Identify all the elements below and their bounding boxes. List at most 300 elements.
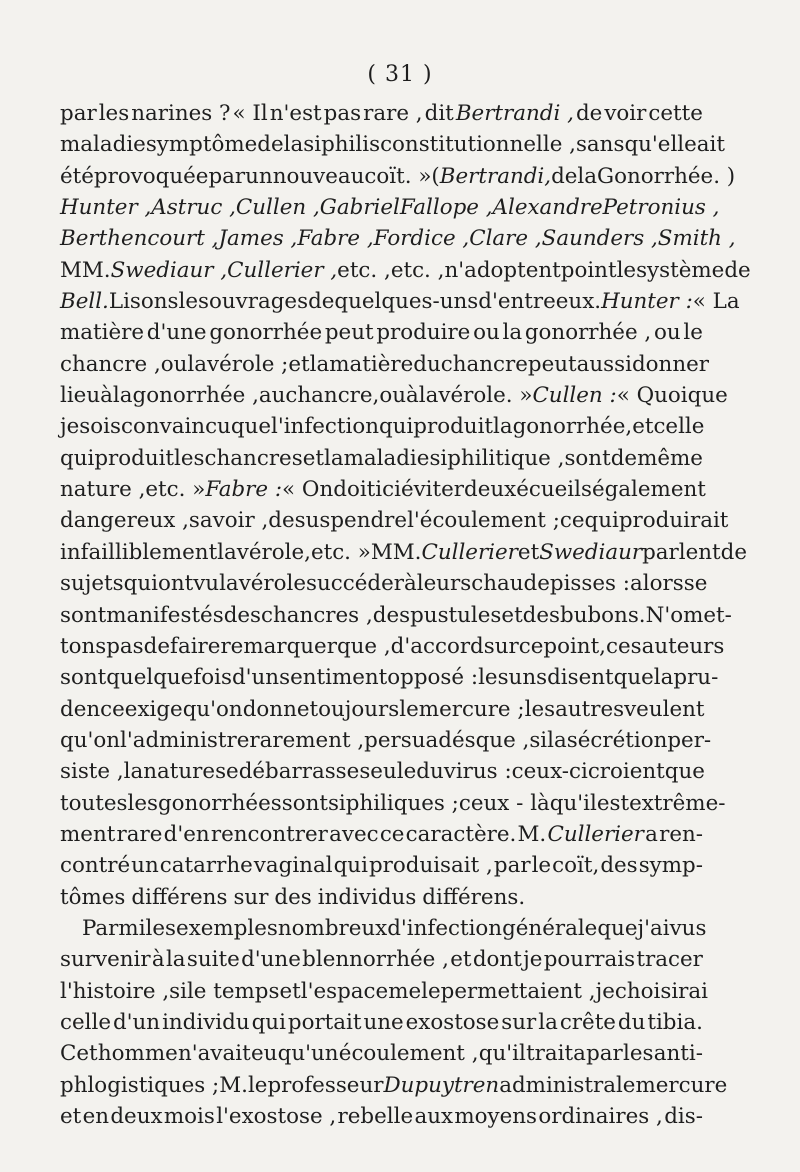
italic-name: Dupuytren bbox=[383, 1072, 500, 1098]
word: d'entre bbox=[478, 289, 556, 315]
word: les bbox=[478, 665, 509, 691]
word: suspendre bbox=[294, 508, 408, 534]
word: siphiliques ; bbox=[327, 790, 459, 816]
text-line bbox=[60, 223, 736, 254]
word: veulent bbox=[624, 696, 705, 722]
word: et bbox=[501, 602, 523, 628]
word: me bbox=[388, 978, 422, 1004]
word: sont bbox=[281, 790, 328, 816]
word: maladie bbox=[343, 445, 430, 471]
word: toujours bbox=[309, 696, 400, 722]
text-line bbox=[60, 411, 703, 442]
word: générale bbox=[502, 915, 598, 941]
word: du bbox=[416, 759, 444, 785]
word: nature bbox=[143, 759, 216, 785]
word: caractère. bbox=[405, 821, 517, 847]
word: mois bbox=[163, 1104, 215, 1129]
word: ou bbox=[653, 320, 681, 346]
word: sont bbox=[564, 445, 611, 471]
word: des bbox=[522, 602, 561, 628]
word: par bbox=[208, 163, 246, 189]
word: sujets bbox=[60, 571, 124, 597]
text-line bbox=[60, 1070, 728, 1101]
word: disent bbox=[547, 665, 614, 691]
word: rarement , bbox=[249, 727, 365, 753]
word: survenir bbox=[60, 947, 151, 973]
word: je bbox=[595, 978, 615, 1004]
word: sont bbox=[60, 602, 107, 628]
word: d'une bbox=[146, 320, 207, 346]
word: et bbox=[632, 414, 654, 440]
word: et bbox=[450, 947, 472, 973]
word: sécrétion bbox=[566, 727, 668, 753]
italic-name: Petronius , bbox=[602, 195, 720, 221]
word: vérole bbox=[238, 571, 307, 597]
word: la bbox=[547, 727, 567, 753]
word: du bbox=[413, 351, 441, 377]
word: la bbox=[493, 414, 513, 440]
word: administra bbox=[499, 1072, 616, 1098]
text-line bbox=[60, 380, 728, 411]
word: chancre, bbox=[285, 383, 380, 409]
word: que bbox=[613, 665, 654, 691]
word: même bbox=[637, 445, 703, 471]
italic-name: Swediaur , bbox=[110, 257, 228, 283]
word: qu'elle bbox=[624, 132, 697, 158]
word: etc. , bbox=[390, 257, 445, 283]
italic-name: Hunter , bbox=[60, 195, 152, 221]
word: et bbox=[60, 1104, 82, 1129]
word: une bbox=[363, 1009, 404, 1035]
italic-name: Fordice , bbox=[373, 226, 470, 252]
word: extrême- bbox=[629, 790, 726, 816]
word: exostose bbox=[405, 1009, 500, 1035]
word: été bbox=[60, 163, 94, 189]
word: Parmi bbox=[82, 915, 146, 941]
italic-name: Berthencourt , bbox=[60, 226, 219, 252]
italic-name: Smith , bbox=[657, 226, 736, 252]
word: chaudepisses : bbox=[471, 571, 631, 597]
word: donne bbox=[242, 696, 310, 722]
word: seule bbox=[359, 759, 417, 785]
word: nouveau bbox=[272, 163, 365, 189]
word: rebelle bbox=[337, 1104, 414, 1129]
word: Gonorrhée. ) bbox=[597, 163, 736, 189]
word: choisirai bbox=[614, 978, 709, 1004]
word: celle bbox=[653, 414, 705, 440]
word: et bbox=[517, 539, 540, 565]
italic-name: Clare , bbox=[469, 226, 542, 252]
word: deux bbox=[464, 477, 517, 503]
italic-name: Bell. bbox=[60, 289, 109, 315]
text-line bbox=[60, 474, 706, 505]
word: système bbox=[636, 257, 725, 283]
word: au bbox=[258, 383, 286, 409]
text-line bbox=[60, 819, 703, 850]
word: le bbox=[531, 853, 552, 879]
word: portait bbox=[287, 1009, 362, 1035]
word: le bbox=[247, 1072, 268, 1098]
word: eux. bbox=[555, 289, 602, 315]
word: les bbox=[524, 696, 556, 722]
word: infailliblement bbox=[60, 539, 218, 565]
word: chancres bbox=[204, 445, 303, 471]
word: chancre bbox=[440, 351, 528, 377]
word: sur bbox=[501, 1009, 537, 1035]
word: anti- bbox=[653, 1041, 703, 1067]
word: chancres , bbox=[261, 602, 373, 628]
word: donner bbox=[631, 351, 709, 377]
italic-name: Hunter : bbox=[601, 289, 693, 315]
italic-name: Gabriel bbox=[319, 195, 400, 221]
text-line bbox=[60, 317, 703, 348]
word: persuadés bbox=[364, 727, 476, 753]
word: gonorrhée , bbox=[132, 383, 259, 409]
italic-name: Alexandre bbox=[492, 195, 603, 221]
word: qu'on bbox=[182, 696, 243, 722]
text-line bbox=[60, 443, 703, 474]
word: auteurs bbox=[641, 633, 725, 659]
word: coït. » bbox=[364, 163, 432, 189]
word: lieu bbox=[60, 383, 101, 409]
word: convaincu bbox=[120, 414, 231, 440]
word: le bbox=[421, 978, 441, 1004]
word: de bbox=[143, 633, 171, 659]
word: MM. bbox=[60, 257, 111, 283]
word: voir bbox=[604, 101, 647, 126]
italic-name: Cullerier , bbox=[227, 257, 338, 283]
word: pourrais bbox=[543, 947, 636, 973]
word: etc. , bbox=[337, 257, 391, 283]
word: individu bbox=[162, 1009, 250, 1035]
text-line bbox=[60, 725, 712, 756]
word: vérole ; bbox=[207, 351, 289, 377]
text-line bbox=[60, 1101, 703, 1132]
word: les bbox=[127, 790, 158, 816]
text-line bbox=[60, 568, 708, 599]
word: d'une bbox=[241, 947, 301, 973]
text-line bbox=[60, 913, 707, 944]
text-line bbox=[60, 286, 740, 317]
word: produit bbox=[413, 414, 493, 440]
word: ces bbox=[605, 633, 642, 659]
word: que bbox=[230, 414, 271, 440]
word: de bbox=[551, 163, 578, 189]
text-line bbox=[60, 255, 751, 286]
word: écueils bbox=[516, 477, 592, 503]
text-line bbox=[60, 505, 729, 536]
word: les bbox=[145, 915, 177, 941]
word: la bbox=[418, 383, 439, 409]
word: que , bbox=[475, 727, 530, 753]
word: la bbox=[217, 539, 237, 565]
word: gonorrhée bbox=[209, 320, 323, 346]
word: le bbox=[683, 320, 703, 346]
word: l'espace bbox=[300, 978, 389, 1004]
word: uns bbox=[508, 665, 548, 691]
word: a bbox=[645, 821, 658, 847]
word: ait bbox=[696, 132, 725, 158]
word: des bbox=[274, 884, 312, 910]
word: le temps bbox=[186, 978, 280, 1004]
word: vérole, bbox=[236, 539, 311, 565]
word: sur bbox=[483, 633, 519, 659]
word: le bbox=[399, 696, 419, 722]
word: peut bbox=[324, 320, 374, 346]
word: etc. » bbox=[310, 539, 371, 565]
word: dont bbox=[472, 947, 522, 973]
word: différens bbox=[131, 884, 228, 910]
word: alors bbox=[630, 571, 684, 597]
text-line bbox=[60, 349, 709, 380]
word: ou bbox=[379, 383, 407, 409]
word: virus : bbox=[443, 759, 512, 785]
word: sentiment bbox=[279, 665, 388, 691]
text-line bbox=[60, 1007, 703, 1038]
italic-name: Bertrandi , bbox=[455, 101, 574, 126]
word: les bbox=[98, 101, 130, 126]
word: des bbox=[223, 602, 262, 628]
text-line bbox=[60, 694, 703, 725]
word: que bbox=[597, 915, 638, 941]
word: phlogistiques ; bbox=[60, 1072, 220, 1098]
word: pas bbox=[323, 101, 362, 126]
word: faire bbox=[170, 633, 221, 659]
word: coït, bbox=[552, 853, 600, 879]
word: la bbox=[187, 351, 208, 377]
word: homme bbox=[97, 1041, 178, 1067]
word: qui bbox=[584, 508, 619, 534]
word: etc. » bbox=[145, 477, 206, 503]
text-line bbox=[60, 192, 720, 223]
word: ici bbox=[375, 477, 401, 503]
italic-name: Fallope , bbox=[399, 195, 493, 221]
italic-name: Cullen : bbox=[532, 383, 617, 409]
word: maladie bbox=[60, 132, 146, 158]
word: nature , bbox=[60, 477, 146, 503]
word: aux bbox=[414, 1104, 454, 1129]
word: à bbox=[404, 571, 417, 597]
word: Cet bbox=[60, 1041, 98, 1067]
word: ou bbox=[160, 351, 188, 377]
word: exemples bbox=[176, 915, 278, 941]
word: à bbox=[406, 383, 419, 409]
word: produirait bbox=[618, 508, 729, 534]
text-line bbox=[60, 537, 747, 568]
italic-name: Bertrandi, bbox=[439, 163, 552, 189]
word: le bbox=[615, 1072, 636, 1098]
word: dangereux , bbox=[60, 508, 189, 534]
word: et bbox=[279, 978, 301, 1004]
word: la bbox=[123, 759, 144, 785]
word: qui bbox=[251, 1009, 286, 1035]
word: que , bbox=[336, 633, 391, 659]
word: produisait , bbox=[368, 853, 493, 879]
word: qu'on bbox=[60, 727, 121, 753]
word: symp- bbox=[638, 853, 703, 879]
word: symptôme bbox=[145, 132, 258, 158]
word: chancre , bbox=[60, 351, 161, 377]
word: sont bbox=[60, 665, 107, 691]
word: mercure ; bbox=[418, 696, 525, 722]
word: siste , bbox=[60, 759, 124, 785]
word: de bbox=[610, 445, 638, 471]
word: débarrasse bbox=[238, 759, 360, 785]
word: « La bbox=[692, 289, 740, 315]
word: les bbox=[178, 289, 210, 315]
word: la bbox=[112, 383, 133, 409]
word: la bbox=[323, 445, 344, 471]
word: doit bbox=[333, 477, 376, 503]
word: ren- bbox=[659, 821, 703, 847]
italic-name: Cullen , bbox=[235, 195, 320, 221]
word: ceux-ci bbox=[511, 759, 588, 785]
word: de bbox=[720, 539, 747, 565]
word: de bbox=[257, 132, 284, 158]
text-line bbox=[60, 129, 725, 160]
word: si bbox=[169, 978, 187, 1004]
text-line bbox=[60, 944, 703, 975]
word: se bbox=[215, 759, 239, 785]
word: point, bbox=[543, 633, 606, 659]
text-line bbox=[60, 631, 725, 662]
word: la bbox=[283, 132, 304, 158]
word: je bbox=[60, 414, 80, 440]
word: N'omet- bbox=[645, 602, 732, 628]
word: est bbox=[596, 790, 630, 816]
word: produit bbox=[94, 445, 175, 471]
text-line bbox=[60, 882, 703, 913]
word: d'infection bbox=[387, 915, 503, 941]
italic-name: Fabre : bbox=[205, 477, 283, 503]
word: que bbox=[664, 759, 705, 785]
word: ordinaires , bbox=[538, 1104, 663, 1129]
word: permettaient , bbox=[440, 978, 596, 1004]
word: la bbox=[165, 947, 186, 973]
word: qu'il bbox=[478, 1041, 526, 1067]
word: eu bbox=[250, 1041, 278, 1067]
word: cette bbox=[648, 101, 703, 126]
word: vu bbox=[193, 571, 220, 597]
word: qui bbox=[60, 445, 95, 471]
word: d'accord bbox=[390, 633, 484, 659]
word: deux bbox=[110, 1104, 163, 1129]
word: écoulement , bbox=[338, 1041, 479, 1067]
word: vérole. » bbox=[438, 383, 533, 409]
word: de bbox=[268, 508, 295, 534]
italic-name: James , bbox=[218, 226, 298, 252]
word: gonorrhée, bbox=[512, 414, 633, 440]
word: parlent bbox=[642, 539, 721, 565]
word: les bbox=[623, 1041, 654, 1067]
word: sur bbox=[233, 884, 269, 910]
word: ment bbox=[60, 821, 116, 847]
text-line bbox=[60, 161, 736, 192]
text-line bbox=[60, 1038, 703, 1069]
word: autres bbox=[555, 696, 625, 722]
word: la bbox=[502, 320, 523, 346]
word: gonorrhées bbox=[157, 790, 282, 816]
text-line bbox=[60, 976, 709, 1007]
word: d'un bbox=[231, 665, 280, 691]
word: pas bbox=[106, 633, 144, 659]
word: professeur bbox=[267, 1072, 384, 1098]
italic-name: Cullerier bbox=[547, 821, 644, 847]
text-line bbox=[60, 662, 719, 693]
word: l'infection bbox=[270, 414, 379, 440]
word: contré bbox=[60, 853, 131, 879]
word: peut bbox=[527, 351, 577, 377]
text-line bbox=[60, 756, 703, 787]
word: et bbox=[302, 445, 324, 471]
word: la bbox=[577, 163, 598, 189]
word: rare bbox=[116, 821, 163, 847]
word: se bbox=[683, 571, 708, 597]
word: à bbox=[151, 947, 165, 973]
word: rencontrer bbox=[210, 821, 328, 847]
word: l'histoire , bbox=[60, 978, 170, 1004]
page-number: ( 31 ) bbox=[367, 62, 433, 87]
text-line bbox=[60, 600, 732, 631]
word: dis- bbox=[664, 1104, 703, 1129]
word: et bbox=[288, 351, 310, 377]
word: celle bbox=[60, 1009, 111, 1035]
word: qui bbox=[333, 853, 368, 879]
word: de bbox=[724, 257, 751, 283]
word: « On bbox=[282, 477, 334, 503]
word: quelques-uns bbox=[334, 289, 479, 315]
word: des bbox=[372, 602, 411, 628]
word: ce bbox=[518, 633, 544, 659]
word: n'avait bbox=[178, 1041, 251, 1067]
italic-name: Cullerier bbox=[421, 539, 518, 565]
word: n'adoptent bbox=[444, 257, 561, 283]
word: ( bbox=[431, 163, 440, 189]
word: qui bbox=[123, 571, 158, 597]
word: siphilis bbox=[303, 132, 381, 158]
word: dence bbox=[60, 696, 125, 722]
word: exige bbox=[124, 696, 183, 722]
word: à bbox=[100, 383, 113, 409]
word: la bbox=[538, 1009, 558, 1035]
word: en bbox=[82, 1104, 110, 1129]
word: ceux - là bbox=[458, 790, 550, 816]
word: l'écoulement ; bbox=[407, 508, 560, 534]
word: de bbox=[575, 101, 603, 126]
word: rare , bbox=[363, 101, 423, 126]
word: qu'un bbox=[277, 1041, 339, 1067]
word: qui bbox=[378, 414, 414, 440]
word: ce bbox=[379, 821, 405, 847]
body-text bbox=[60, 98, 751, 1132]
text-line bbox=[60, 788, 726, 819]
word: aussi bbox=[576, 351, 632, 377]
word: la bbox=[653, 665, 674, 691]
word: tracer bbox=[636, 947, 703, 973]
word: n'est bbox=[269, 101, 322, 126]
word: « Il bbox=[232, 101, 268, 126]
word: la bbox=[309, 351, 330, 377]
word: suite bbox=[186, 947, 240, 973]
word: les bbox=[174, 445, 205, 471]
word: un bbox=[245, 163, 273, 189]
word: je bbox=[523, 947, 543, 973]
word: différens. bbox=[422, 884, 526, 910]
word: narines ? bbox=[131, 101, 231, 126]
word: bubons. bbox=[560, 602, 646, 628]
word: ont bbox=[157, 571, 194, 597]
word: manifestés bbox=[106, 602, 224, 628]
